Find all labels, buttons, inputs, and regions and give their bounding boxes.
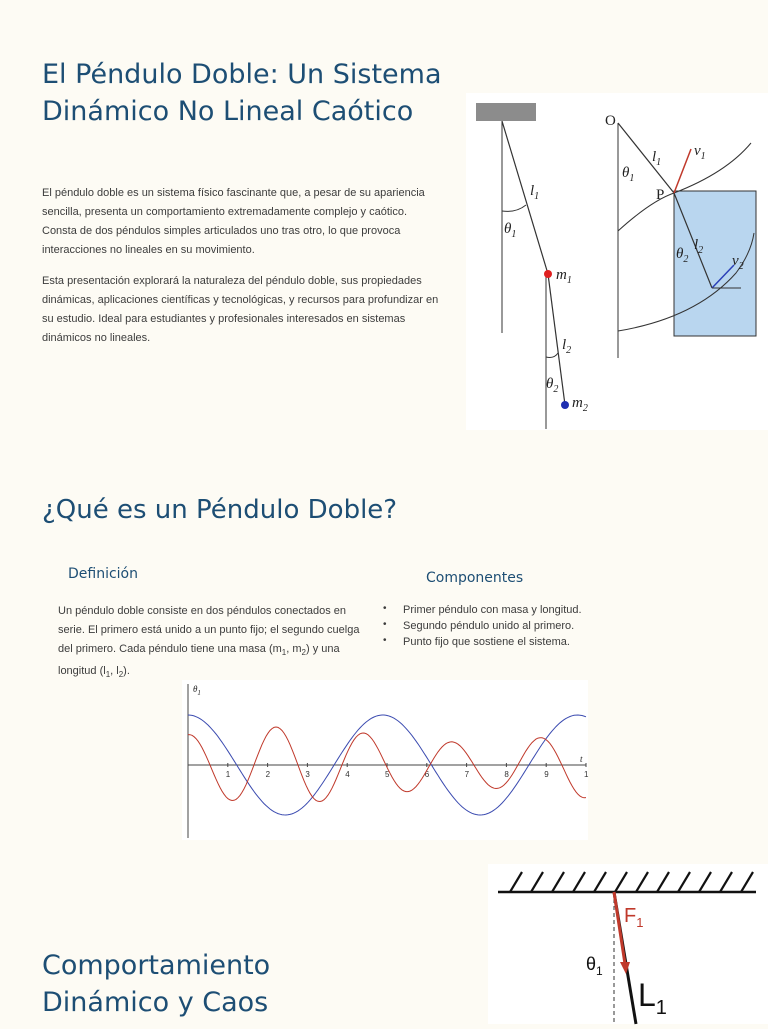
definition-heading: Definición (68, 566, 138, 582)
ceiling-hatch (657, 872, 669, 892)
double-pendulum-diagram (466, 93, 768, 430)
label-o: O (605, 113, 616, 129)
components-heading: Componentes (426, 570, 524, 586)
rod-1 (502, 121, 548, 274)
label-l1: $l_1$ (530, 183, 540, 202)
label-L1: $L_1$ (638, 977, 667, 1019)
components-list (383, 602, 613, 650)
ceiling-hatch (531, 872, 543, 892)
ceiling-hatch (552, 872, 564, 892)
x-tick-label: 2 (265, 770, 271, 779)
x-tick-label: 1 (225, 770, 231, 779)
definition-text: Un péndulo doble consiste en dos péndulos conectados en serie. El primero está unido a un punto fijo; el segundo cuelga del primero. Cada péndulo tiene una masa ($m_1$, $m_2$) y una longitud ($l_1$, $l_2$). (58, 605, 360, 680)
intro-paragraph-2: Esta presentación explorará la naturaleza del péndulo doble, sus propiedades dinámicas, aplicaciones científicas y tecnológicas, y recursos para profundizar en su estudio. Ideal para estudiantes y profesionales interesados en sistemas dinámicos no lineales. (42, 275, 439, 344)
force-arrow-f1 (614, 892, 625, 964)
angle-arc-1 (502, 205, 526, 211)
ceiling-hatch (741, 872, 753, 892)
ceiling-hatch (636, 872, 648, 892)
label-l2: $l_2$ (562, 337, 572, 356)
label-r-theta1: $\theta_1$ (622, 165, 635, 184)
label-theta: $\theta_1$ (586, 954, 603, 978)
label-r-theta2: $\theta_2$ (676, 246, 689, 265)
label-p: P (656, 187, 665, 203)
angle-arc-2 (546, 353, 558, 358)
label-r-l1: $l_1$ (652, 149, 662, 168)
ceiling-hatch (720, 872, 732, 892)
theta-time-plot (182, 680, 588, 840)
intro-text (42, 184, 442, 360)
list-item: • Punto fijo que sostiene el sistema. (383, 634, 613, 650)
x-tick-label: 9 (544, 770, 549, 779)
ceiling-hatch (678, 872, 690, 892)
ceiling-hatch (594, 872, 606, 892)
label-v1: $v_1$ (694, 143, 706, 162)
force-diagram (488, 864, 768, 1024)
label-theta1: $\theta_1$ (504, 221, 517, 240)
section-heading-chaos: Comportamiento Dinámico y Caos (42, 950, 271, 1018)
right-rod-1 (618, 123, 674, 193)
x-tick-label: 8 (504, 770, 509, 779)
list-item: • Segundo péndulo unido al primero. (383, 618, 613, 634)
section-heading-what-is: ¿Qué es un Péndulo Doble? (42, 495, 398, 525)
intro-paragraph-1: El péndulo doble es un sistema físico fascinante que, a pesar de su apariencia sencilla, presenta un comportamiento extremadamente complejo y caótico. Consta de dos péndulos simples articulados uno tras otro, lo que provoca interacciones no lineales en su movimiento. (42, 187, 425, 256)
label-theta2: $\theta_2$ (546, 376, 559, 395)
ceiling-block (476, 103, 536, 121)
velocity-arrow-1 (674, 149, 691, 193)
label-m2: $m_2$ (572, 395, 588, 414)
x-tick-label: 3 (305, 770, 310, 779)
x-tick-label: 1 (584, 770, 589, 779)
page-title: El Péndulo Doble: Un Sistema Dinámico No Lineal Caótico (42, 59, 442, 127)
x-tick-label: 7 (464, 770, 470, 779)
label-m1: $m_1$ (556, 267, 572, 286)
x-tick-label: 4 (345, 770, 350, 779)
force-diagram-svg (488, 864, 768, 1024)
theta-plot-svg (182, 680, 588, 840)
mass-2 (561, 401, 569, 409)
ceiling-hatch (615, 872, 627, 892)
plot-ylabel: $\theta_1$ (193, 684, 201, 697)
x-tick-label: 6 (424, 770, 430, 779)
x-tick-label: 5 (385, 770, 390, 779)
label-r-l2: $l_2$ (694, 237, 704, 256)
plot-xlabel: t (580, 754, 583, 764)
list-item: • Primer péndulo con masa y longitud. (383, 602, 613, 618)
label-v2: $v_2$ (732, 253, 744, 272)
mass-1 (544, 270, 552, 278)
ceiling-hatch (573, 872, 585, 892)
ceiling-hatch (699, 872, 711, 892)
pendulum-diagram-svg (466, 93, 768, 430)
ceiling-hatch (510, 872, 522, 892)
label-f1: $F_1$ (624, 905, 644, 930)
